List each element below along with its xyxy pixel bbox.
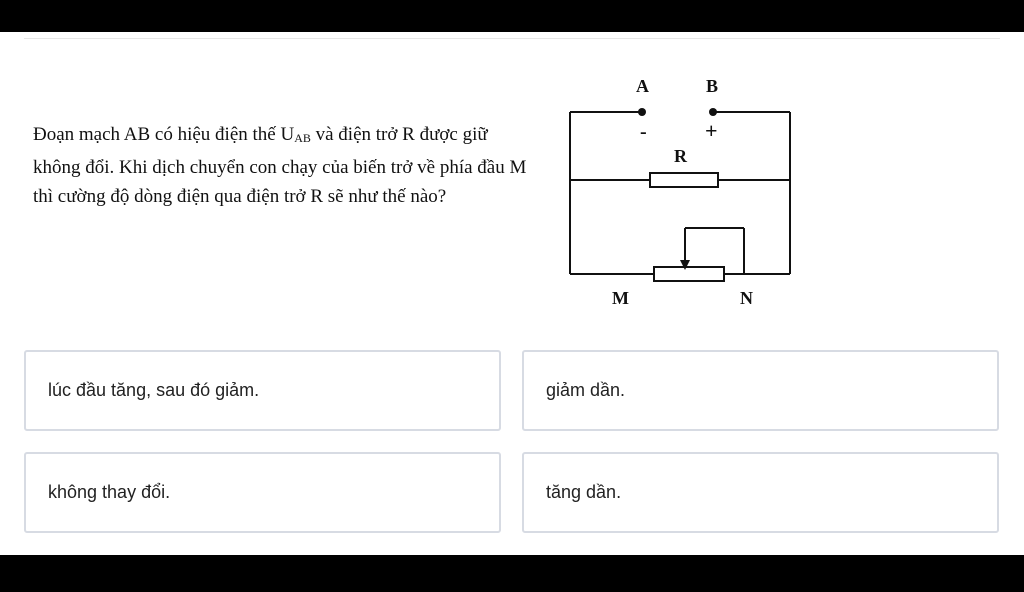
label-n: N (740, 288, 753, 308)
answer-option-1-label: lúc đầu tăng, sau đó giảm. (48, 380, 260, 400)
slider-arrow-icon (680, 260, 690, 270)
question-text (33, 120, 538, 211)
circuit-diagram (560, 74, 810, 314)
question-subscript: AB (294, 131, 311, 145)
answer-option-2[interactable] (522, 350, 999, 431)
label-a: A (636, 76, 649, 96)
terminal-a (638, 108, 646, 116)
rheostat (654, 267, 724, 281)
top-divider (24, 38, 1000, 39)
answer-option-3-label: không thay đổi. (48, 482, 171, 502)
label-b: B (706, 76, 719, 96)
label-m: M (612, 288, 629, 308)
quiz-screen (0, 32, 1024, 555)
label-r: R (674, 146, 687, 166)
question-part-1: Đoạn mạch AB có hiệu điện thế U (33, 124, 295, 145)
label-plus: + (705, 118, 718, 143)
answer-option-4-label: tăng dần. (546, 482, 622, 502)
label-minus: - (640, 121, 647, 143)
resistor-r (650, 173, 718, 187)
answer-option-3[interactable] (24, 452, 501, 533)
answer-option-4[interactable] (522, 452, 999, 533)
terminal-b (709, 108, 717, 116)
answer-option-1[interactable] (24, 350, 501, 431)
question-part-2: và điện trở R được giữ không đổi. Khi dịch chuyển con chạy của biến trở về phía đầu M thì cường độ dòng điện qua điện trở R sẽ như thế nào? (33, 124, 527, 207)
answer-option-2-label: giảm dần. (546, 380, 626, 400)
